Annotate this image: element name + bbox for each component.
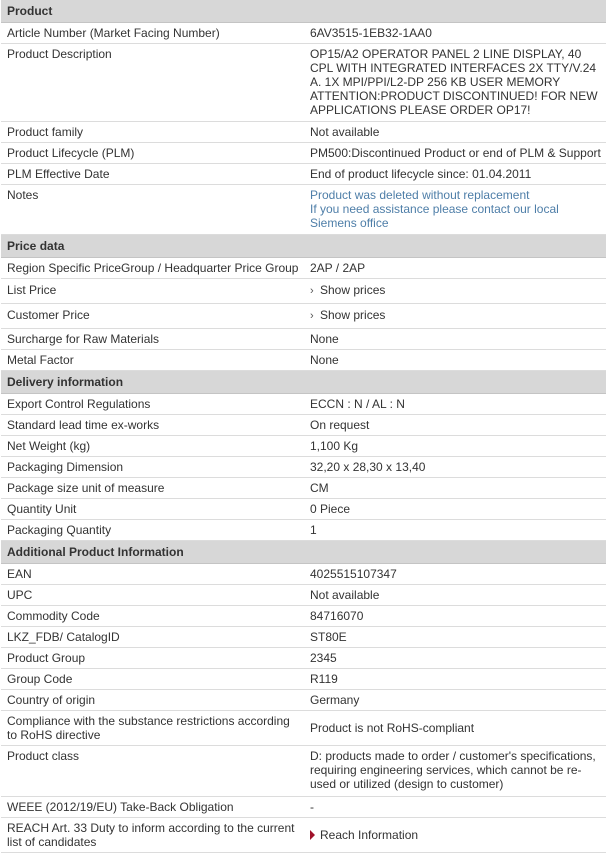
- row-label: Group Code: [1, 669, 304, 690]
- section-header-additional: [1, 541, 606, 564]
- row-label: EAN: [1, 564, 304, 585]
- row-label: Surcharge for Raw Materials: [1, 329, 304, 350]
- table-row: [1, 648, 606, 669]
- table-row: [1, 478, 606, 499]
- table-row: [1, 585, 606, 606]
- row-value: ST80E: [304, 627, 606, 648]
- row-value: Product is not RoHS-compliant: [304, 711, 606, 746]
- customer-price-cell: [304, 304, 606, 329]
- row-label: Product class: [1, 746, 304, 797]
- table-row: [1, 185, 606, 235]
- row-label: Product Group: [1, 648, 304, 669]
- row-value: -: [304, 797, 606, 818]
- table-row: [1, 669, 606, 690]
- row-label: Compliance with the substance restrictions according to RoHS directive: [1, 711, 304, 746]
- row-label: PLM Effective Date: [1, 164, 304, 185]
- row-value: Not available: [304, 122, 606, 143]
- row-label: Packaging Dimension: [1, 457, 304, 478]
- row-label: List Price: [1, 279, 304, 304]
- row-value: ECCN : N / AL : N: [304, 394, 606, 415]
- row-label: Customer Price: [1, 304, 304, 329]
- row-label: WEEE (2012/19/EU) Take-Back Obligation: [1, 797, 304, 818]
- row-label: Product Lifecycle (PLM): [1, 143, 304, 164]
- row-value: 0 Piece: [304, 499, 606, 520]
- row-label: Notes: [1, 185, 304, 235]
- section-title: Product: [1, 0, 606, 23]
- row-value: 4025515107347: [304, 564, 606, 585]
- row-value: 32,20 x 28,30 x 13,40: [304, 457, 606, 478]
- table-row: [1, 818, 606, 853]
- table-row: [1, 711, 606, 746]
- table-row: [1, 690, 606, 711]
- table-row: [1, 746, 606, 797]
- product-data-table: [1, 0, 606, 853]
- table-row: [1, 350, 606, 371]
- table-row: [1, 457, 606, 478]
- table-row: [1, 797, 606, 818]
- section-header-delivery: [1, 371, 606, 394]
- list-price-cell: [304, 279, 606, 304]
- row-value: 1: [304, 520, 606, 541]
- table-row: [1, 520, 606, 541]
- row-label: Export Control Regulations: [1, 394, 304, 415]
- section-title: Price data: [1, 235, 606, 258]
- row-label: Product Description: [1, 44, 304, 122]
- row-label: LKZ_FDB/ CatalogID: [1, 627, 304, 648]
- table-row: [1, 564, 606, 585]
- contact-siemens-office-link[interactable]: If you need assistance please contact our local Siemens office: [310, 202, 559, 230]
- show-customer-prices-link[interactable]: Show prices: [320, 308, 386, 322]
- row-label: UPC: [1, 585, 304, 606]
- row-value: 84716070: [304, 606, 606, 627]
- table-row: [1, 279, 606, 304]
- row-value: 1,100 Kg: [304, 436, 606, 457]
- section-title: Delivery information: [1, 371, 606, 394]
- row-value: On request: [304, 415, 606, 436]
- row-label: Product family: [1, 122, 304, 143]
- table-row: [1, 143, 606, 164]
- row-value: None: [304, 329, 606, 350]
- row-label: Metal Factor: [1, 350, 304, 371]
- notes-cell: [304, 185, 606, 235]
- table-row: [1, 122, 606, 143]
- row-value: PM500:Discontinued Product or end of PLM & Support: [304, 143, 606, 164]
- table-row: [1, 23, 606, 44]
- row-value: OP15/A2 OPERATOR PANEL 2 LINE DISPLAY, 40 CPL WITH INTEGRATED INTERFACES 2X TTY/V.24 A. 1X MPI/PPI/L2-DP 256 KB USER MEMORY ATTENTION:PRODUCT DISCONTINUED! FOR NEW APPLICATIONS PLEASE ORDER OP17!: [304, 44, 606, 122]
- row-value: 2345: [304, 648, 606, 669]
- row-label: Net Weight (kg): [1, 436, 304, 457]
- row-label: Packaging Quantity: [1, 520, 304, 541]
- section-header-price: [1, 235, 606, 258]
- row-label: Commodity Code: [1, 606, 304, 627]
- row-value: Germany: [304, 690, 606, 711]
- row-value: None: [304, 350, 606, 371]
- table-row: [1, 164, 606, 185]
- chevron-right-icon: ›: [310, 285, 314, 297]
- table-row: [1, 44, 606, 122]
- table-row: [1, 394, 606, 415]
- row-label: REACH Art. 33 Duty to inform according to the current list of candidates: [1, 818, 304, 853]
- reach-cell: [304, 818, 606, 853]
- row-value: R119: [304, 669, 606, 690]
- table-row: [1, 627, 606, 648]
- chevron-right-icon: ›: [310, 310, 314, 322]
- row-value: D: products made to order / customer's specifications, requiring engineering services, which cannot be re-used or utilized (design to customer): [304, 746, 606, 797]
- row-value: Not available: [304, 585, 606, 606]
- row-label: Article Number (Market Facing Number): [1, 23, 304, 44]
- show-list-prices-link[interactable]: Show prices: [320, 283, 386, 297]
- table-row: [1, 499, 606, 520]
- row-value: CM: [304, 478, 606, 499]
- row-value: 6AV3515-1EB32-1AA0: [304, 23, 606, 44]
- row-value: 2AP / 2AP: [304, 258, 606, 279]
- row-label: Country of origin: [1, 690, 304, 711]
- row-label: Quantity Unit: [1, 499, 304, 520]
- row-label: Standard lead time ex-works: [1, 415, 304, 436]
- section-title: Additional Product Information: [1, 541, 606, 564]
- row-value: End of product lifecycle since: 01.04.2011: [304, 164, 606, 185]
- table-row: [1, 304, 606, 329]
- table-row: [1, 606, 606, 627]
- table-row: [1, 436, 606, 457]
- table-row: [1, 329, 606, 350]
- reach-information-link[interactable]: Reach Information: [320, 828, 419, 842]
- table-row: [1, 258, 606, 279]
- caret-right-icon: [310, 830, 315, 840]
- deleted-without-replacement-link[interactable]: Product was deleted without replacement: [310, 188, 530, 202]
- row-label: Package size unit of measure: [1, 478, 304, 499]
- section-header-product: [1, 0, 606, 23]
- table-row: [1, 415, 606, 436]
- row-label: Region Specific PriceGroup / Headquarter Price Group: [1, 258, 304, 279]
